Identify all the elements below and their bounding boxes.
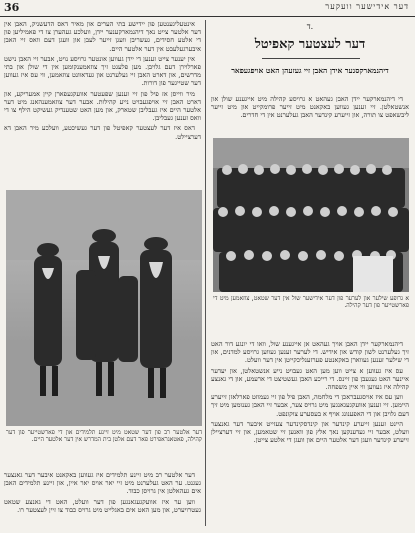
- right-column-bottom-text: [211, 340, 409, 528]
- column-divider: [205, 20, 206, 526]
- left-column-top-text: [4, 20, 201, 186]
- paragraph: אין יענער צייט זענען די יידן געווען אונטער גרויסע נויט, אבער זיי האבן נישט פארלוירן דעם גלויבן. מען פלעגט זיך צוזאמענקומען אין די שולן און בתי מדרשים, און דארט האבן זיי געלערנט און געדאוונט צוזאמען, ווי עס איז געווען דער שטייגער פון דורות.: [4, 54, 201, 88]
- page-number: 36: [4, 1, 20, 14]
- paragraph: דאס איז דער לעצטער קאפיטל פון דער געשיכטע, וועלכע מיר האבן דא דערציילט.: [4, 124, 201, 141]
- photo-group-portrait-icon: [213, 138, 409, 292]
- paragraph: מיר ווייסן אז פיל פון זיי זענען שפעטער אוועקגעפארן קיין אמעריקע, און דארט האבן זיי אויפגעבויט נייע קהילות. אבער דער צוזאמענהאנג מיט דער אלטער היים איז געבליבן שטארק, און מען האט שטענדיק געשיקט הילף צו די וואס זענען געבליבן.: [4, 89, 201, 123]
- running-title: דער אידישער וועקער: [325, 2, 409, 11]
- photo-street-elders-icon: [6, 190, 202, 426]
- title-rule: [262, 58, 360, 59]
- paragraph: ווען עס איז אויסגעבראכן די מלחמה, האבן פיל פון זיי געמוזט פארלאזן זייערע היימען. זיי זענען אוועקגעגאנגען מיט גרויס צער, אבער זיי האבן גענומען מיט זיך דעם גלויבן און די האפענונג אויף א בעסערע צוקונפט.: [211, 393, 409, 418]
- paragraph: עס איז געווען א צייט ווען מען האט געבויט נייע אנשטאלטן, און יעדער איינער האט געגעבן פון זיינס. די רייכע האבן געשטיצט די ארעמע, און די גאנצע קהילה איז געווען ווי איין משפחה.: [211, 366, 409, 392]
- paragraph: דיהנמארקער יידן האבן אויך געהאט אן אייגענע שול, וואו די יונגע דור האט זיך געלערנט לשון קודש און אידיש. די לערער זענען געווען גרויסע למדנים, און די שילער זענען געווארן באקאנטע פערזענליכקייטן אין דער וועלט.: [211, 340, 409, 365]
- page-header: [0, 0, 415, 17]
- paragraph: דער אלטער רב מיט זיינע תלמידים איז געווען באקאנט איבער דער גאנצער געגנט. ער האט געלערנט מיט זיי יאר אויס יאר איין, און זיינע תלמידים האבן אים געהאלטן אין גרויסן כבוד.: [4, 471, 201, 496]
- paragraph: ווען ער איז אוועקגעגאנגען פון דער וועלט, האט די גאנצע שטאט געטרויערט, און מען האט אים באגלייט מיט גרויס כבוד צו זיין לעצטער רו.: [4, 497, 201, 514]
- photo-left-caption: דער אלטער רב פון דער שטאט מיט זיינע תלמידים און די פארשטייער פון דער קהילה, פאטאגראפירט פאר דעם אלטן בית המדרש אין דער אלטער היים.: [6, 429, 202, 444]
- paragraph: היינט זענען זייערע קינדער און קינדסקינדער צעזייט איבער דער גאנצער וועלט, אבער זיי געדענקען נאך אלץ פון וואנען זיי שטאמען, און זיי דערציילן זייערע קינדער וועגן דער אלטער היים און וועגן די אלטע צייטן.: [211, 419, 409, 445]
- left-column-bottom-text: [4, 471, 201, 529]
- right-column-top-text: [211, 95, 409, 134]
- paragraph: אינטעליגענטען פון יידישע בתי הערים און מאיר דאס הדעשניק, האבן אין דער אלטער צייט נאך דיהנמארקענער יידן, וועלכע געהערן צו די פאמיליען פון די אלטע חסידים, געשריבן וועגן זייער לעבן און וועגן דעם וואס זיי האבן איבערגעלעבט אין דער אלטער היים.: [4, 20, 201, 53]
- article-title: דער לעצטער קאפיטל: [254, 37, 366, 52]
- article-subtitle: דיהנמארקסנער אידן האבן זיי געזעהן האט אויפגעפאר: [231, 66, 389, 75]
- paragraph: די דיהנמארקער יידן האבן געהאט א גרויסע קהילה מיט אייגענע שולן און אנשטאלטן. זיי זענען געווען באקאנט מיט זייער פרומקייט און מיט זייער ליבשאפט צו תורה, און זייערע קינדער האבן געלערנט אין די חדרים.: [211, 95, 409, 120]
- article-number: ד.: [306, 22, 314, 31]
- photo-right-caption: א גרופע שילער און לערער פון דער אידישער שול אין דער שטאט, צוזאמען מיט די פארשטייער פון דער קהילה.: [213, 295, 409, 310]
